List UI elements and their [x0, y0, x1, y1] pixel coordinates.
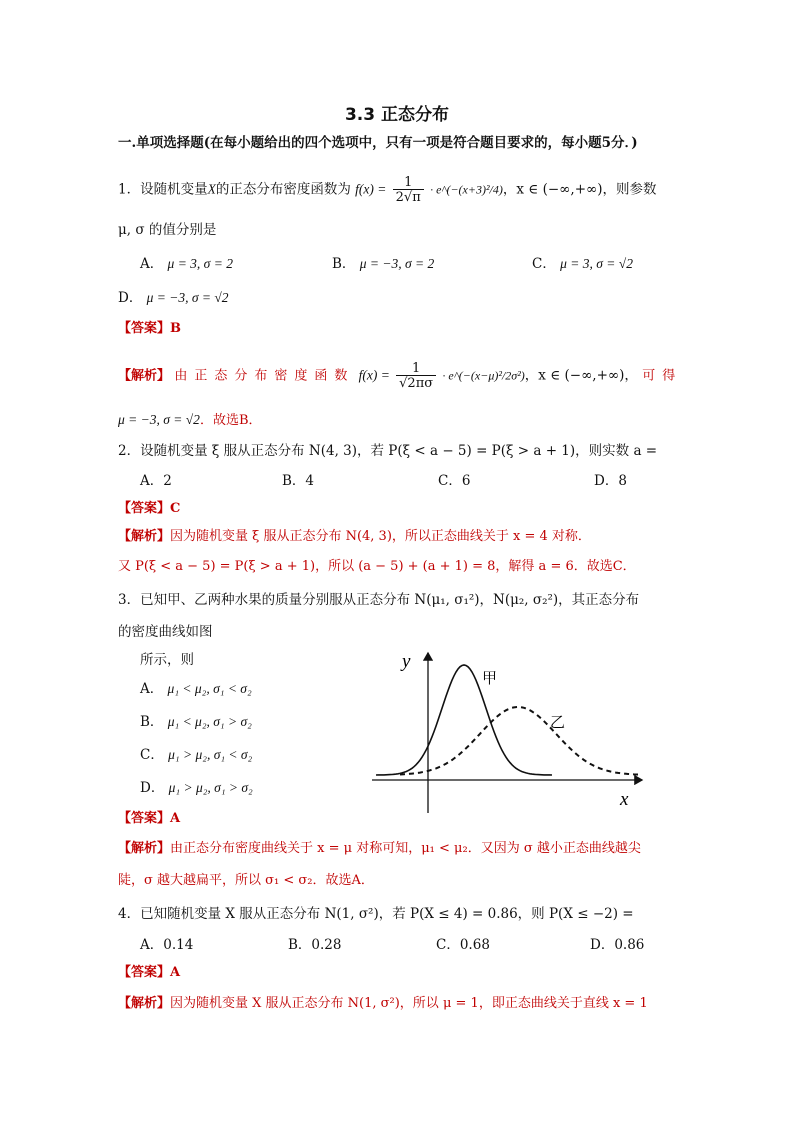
q1-option-d: D． μ = −3, σ = √2: [118, 290, 229, 306]
q1-stem: [118, 176, 657, 204]
q1-option-b: B． μ = −3, σ = 2: [332, 256, 435, 272]
q2-option-b: B．4: [282, 473, 315, 489]
q4-stem: 4．已知随机变量 X 服从正态分布 N(1, σ²)，若 P(X ≤ 4) = 0.86，则 P(X ≤ −2) =: [118, 906, 634, 922]
q4-explanation: 【解析】因为随机变量 X 服从正态分布 N(1, σ²)，所以 μ = 1，即正态曲线关于直线 x = 1: [118, 996, 648, 1011]
q1-option-a: A． μ = 3, σ = 2: [140, 256, 233, 272]
q2-option-a: A．2: [140, 473, 172, 489]
curve-yi: [400, 707, 638, 775]
q3-stem-a: 3．已知甲、乙两种水果的质量分别服从正态分布 N(μ₁, σ₁²)，N(μ₂, σ₂²)，其正态分布: [118, 592, 640, 608]
q1-fx: f(x) =: [355, 181, 387, 197]
curve-jia: [376, 665, 552, 775]
q3-explanation-2: 陡，σ 越大越扁平，所以 σ₁ < σ₂．故选A．: [118, 873, 374, 888]
q3-option-d: D． μ₁ > μ₂, σ₁ > σ₂: [140, 780, 253, 796]
q4-option-b: B．0.28: [288, 937, 342, 953]
section-header: 一.单项选择题(在每小题给出的四个选项中，只有一项是符合题目要求的，每小题5分．): [118, 135, 638, 151]
q1-explain-fraction: $\frac{1}{√2\pi\sigma}$: [396, 362, 436, 390]
q1-domain: ，x ∈ (−∞,+∞): [502, 181, 603, 198]
q3-stem-b: 的密度曲线如图: [118, 624, 213, 640]
q3-density-figure: [370, 645, 650, 815]
q1-explain-domain: ，x ∈ (−∞,+∞)，: [524, 367, 638, 384]
q1-explain-b: 可得: [642, 368, 683, 384]
q1-exp-part: · e^(−(x+3)²/4): [430, 182, 503, 197]
q1-frac-den: 2√π: [393, 189, 424, 204]
q2-option-d: D．8: [594, 473, 627, 489]
q1-option-c: C． μ = 3, σ = √2: [532, 256, 633, 272]
q4-answer: 【答案】A: [118, 965, 181, 980]
q1-line2: μ, σ 的值分别是: [118, 222, 217, 238]
q2-stem: 2．设随机变量 ξ 服从正态分布 N(4, 3)，若 P(ξ < a − 5) = P(ξ > a + 1)，则实数 a =: [118, 443, 658, 459]
q1-stem-a: 1．设随机变量: [118, 181, 208, 198]
q1-explain-fx: f(x) =: [358, 367, 390, 383]
page-title: 3.3 正态分布: [344, 105, 450, 125]
q1-frac-num: 1: [404, 175, 413, 190]
q3-stem-c: 所示，则: [140, 652, 194, 668]
q4-option-a: A．0.14: [140, 937, 194, 953]
q3-option-c: C． μ₁ > μ₂, σ₁ < σ₂: [140, 747, 253, 763]
q3-answer: 【答案】A: [118, 811, 181, 826]
q1-explanation: [118, 362, 682, 390]
q1-explain-line2: μ = −3, σ = √2．故选B．: [118, 412, 262, 428]
q1-explain-a: 由正态分布密度函数: [174, 368, 355, 384]
x-axis-label: x: [620, 789, 629, 810]
q4-option-d: D．0.86: [590, 937, 645, 953]
q4-option-c: C．0.68: [436, 937, 490, 953]
q1-stem-var: X: [207, 181, 216, 197]
q2-explanation: 【解析】因为随机变量 ξ 服从正态分布 N(4, 3)，所以正态曲线关于 x = 4 对称．: [118, 529, 591, 544]
q2-answer: 【答案】C: [118, 501, 181, 516]
y-axis-label: y: [402, 651, 411, 672]
q3-explanation: 【解析】由正态分布密度曲线关于 x = μ 对称可知，μ₁ < μ₂．又因为 σ 越小正态曲线越尖: [118, 841, 641, 856]
q1-stem-b: 的正态分布密度函数为: [215, 181, 351, 198]
q3-option-b: B． μ₁ < μ₂, σ₁ > σ₂: [140, 714, 252, 730]
curve-yi-label: 乙: [550, 713, 566, 731]
curve-jia-label: 甲: [482, 669, 498, 687]
q1-explain-exp: · e^(−(x−μ)²/2σ²): [442, 368, 525, 383]
q1-answer: 【答案】B: [118, 321, 182, 336]
q2-option-c: C．6: [438, 473, 471, 489]
q1-explain-label: 【解析】: [118, 368, 171, 384]
q3-option-a: A． μ₁ < μ₂, σ₁ < σ₂: [140, 681, 252, 697]
q1-stem-c: ，则参数: [602, 181, 657, 198]
q2-explanation-2: 又 P(ξ < a − 5) = P(ξ > a + 1)，所以 (a − 5) + (a + 1) = 8，解得 a = 6．故选C．: [118, 559, 636, 574]
q1-fraction: [393, 176, 424, 204]
